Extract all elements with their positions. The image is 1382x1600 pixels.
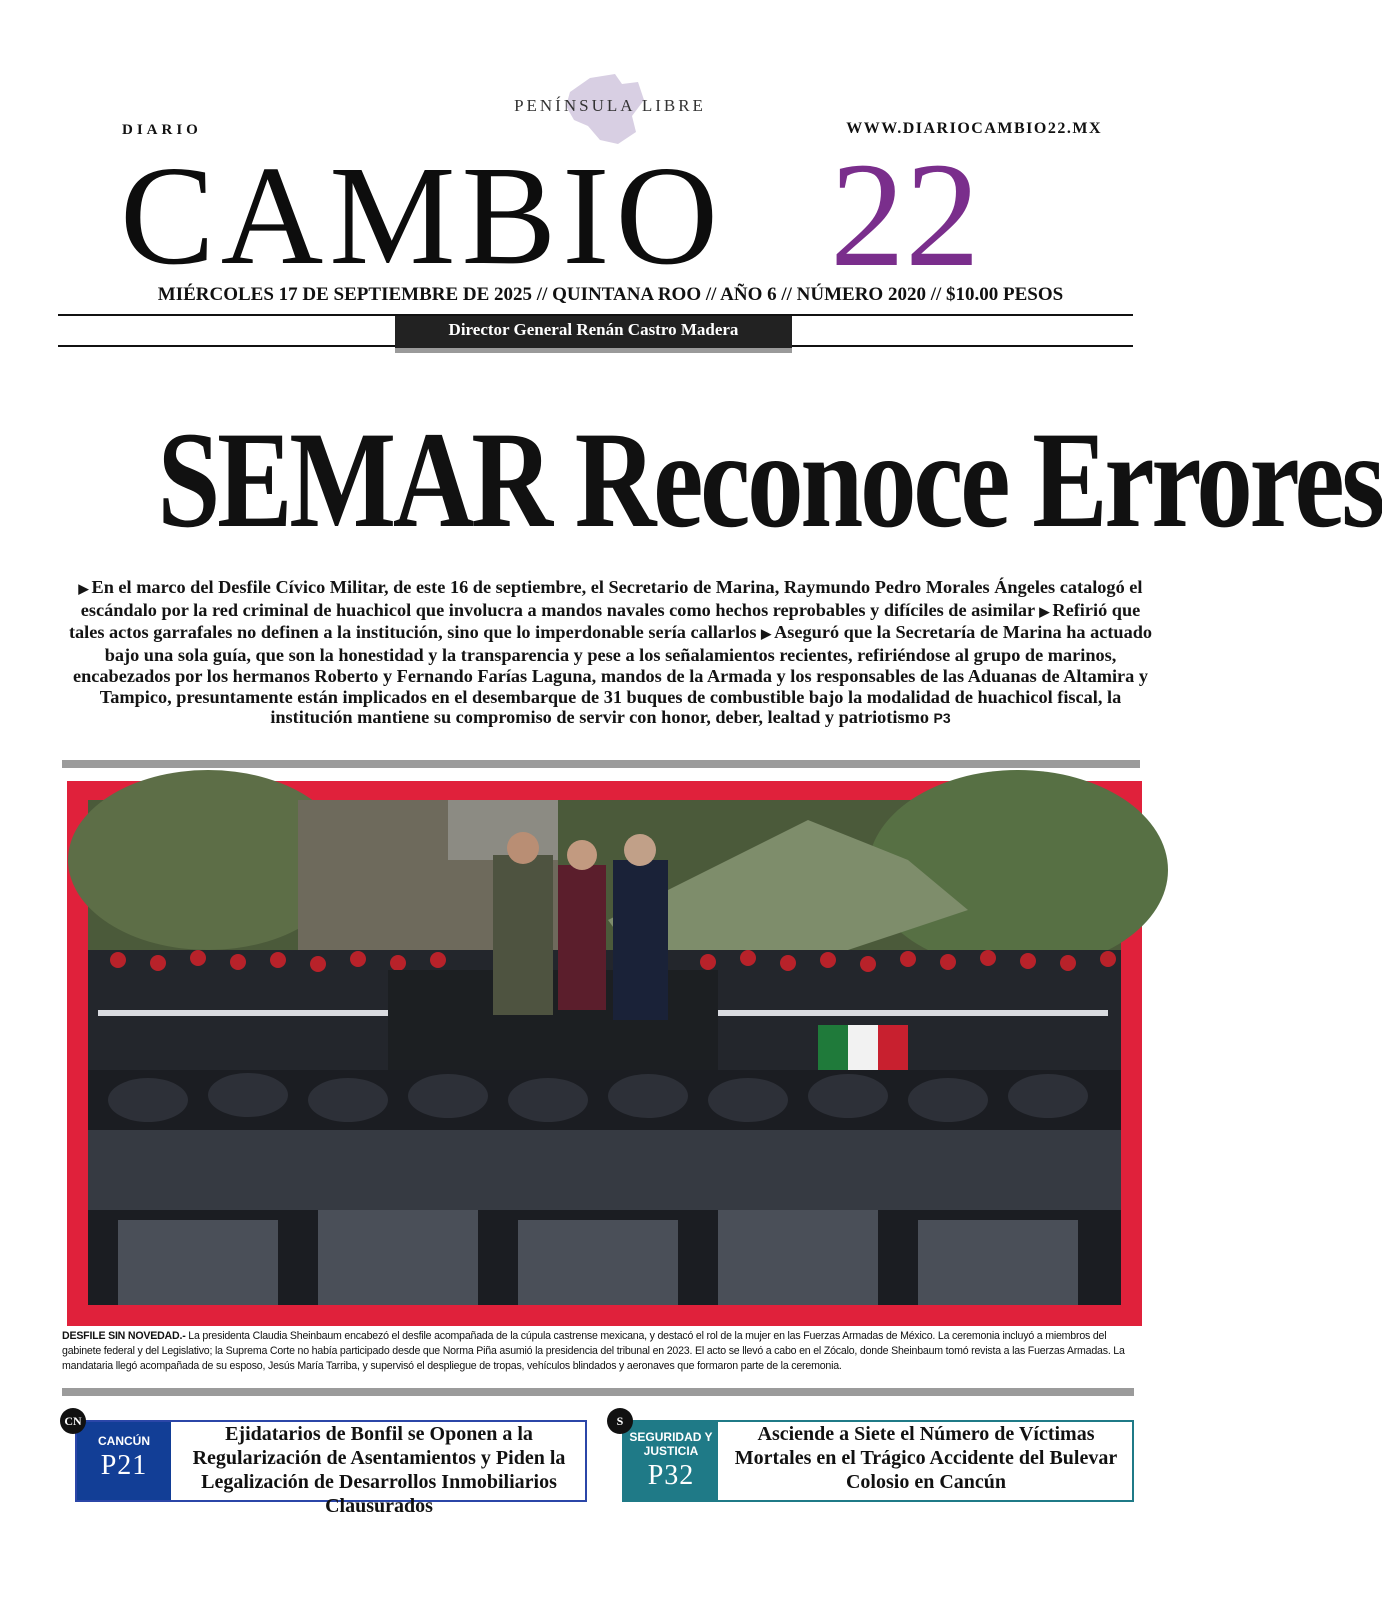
section-tag: [624, 1422, 718, 1500]
page-number: P32: [647, 1460, 695, 1491]
section-tag: [77, 1422, 171, 1500]
page-reference[interactable]: P3: [933, 710, 951, 727]
deck-point-3: Aseguró que la Secretaría de Marina ha actuado bajo una sola guía, que son la honestidad y la transparencia y pese a los señalamientos recientes, refiriéndose al grupo de marinos, encabezados por los hermanos Roberto y Fernando Farías Laguna, mandos de la Armada y los responsables de las Aduanas de Altamira y Tampico, presuntamente están implicados en el desembarque de 31 buques de combustible bajo la modalidad de huachicol fiscal, la institución mantiene su compromiso de servir con honor, deber, lealtad y patriotismo: [73, 622, 1153, 728]
parade-photo: [88, 800, 1121, 1305]
caption-lead: DESFILE SIN NOVEDAD.-: [62, 1330, 186, 1342]
bullet-triangle-icon: ▶: [78, 581, 89, 596]
dateline: MIÉRCOLES 17 DE SEPTIEMBRE DE 2025 // QUINTANA ROO // AÑO 6 // NÚMERO 2020 // $10.00 PESOS: [157, 284, 1064, 305]
section-label: CANCÚN: [98, 1434, 150, 1448]
teaser-seguridad[interactable]: [607, 1414, 1137, 1500]
teaser-headline: Asciende a Siete el Número de Víctimas Mortales en el Trágico Accidente del Bulevar Colosio en Cancún: [734, 1423, 1118, 1493]
bullet-triangle-icon: ▶: [761, 626, 772, 642]
section-badge: S: [607, 1408, 633, 1434]
teaser-cancun[interactable]: [60, 1414, 590, 1517]
deck-point-1: En el marco del Desfile Cívico Militar, de este 16 de septiembre, el Secretario de Marina, Raymundo Pedro Morales Ángeles catalogó el escándalo por la red criminal de huachicol que involucra a mandos navales como hechos reprobables y difíciles de asimilar: [80, 577, 1143, 620]
diario-label: DIARIO: [122, 122, 202, 138]
peninsula-libre-tagline: PENÍNSULA LIBRE: [514, 96, 706, 115]
newspaper-name: CAMBIO: [120, 136, 725, 294]
section-divider: [62, 760, 1140, 768]
story-deck: [62, 577, 1159, 729]
section-divider: [62, 1388, 1134, 1396]
page-number: P21: [100, 1450, 148, 1481]
website-link[interactable]: WWW.DIARIOCAMBIO22.MX: [846, 120, 1102, 137]
deck-point-2: Refirió que tales actos garrafales no definen a la institución, sino que lo imperdonable sería callarlos: [68, 599, 1141, 643]
main-headline: SEMAR Reconoce Errores: [157, 403, 1382, 556]
photo-caption: [62, 1329, 1140, 1374]
director-credit: Director General Renán Castro Madera: [448, 320, 739, 339]
teaser-headline: Ejidatarios de Bonfil se Oponen a la Regularización de Asentamientos y Piden la Legalización de Desarrollos Inmobiliarios Clausurados: [192, 1423, 566, 1517]
caption-text: La presidenta Claudia Sheinbaum encabezó el desfile acompañada de la cúpula castrense mexicana, y destacó el rol de la mujer en las Fuerzas Armadas de México. La ceremonia incluyó a miembros del gabinete federal y del Legislativo; la Suprema Corte no había participado desde que Norma Piña asumió la presidencia del tribunal en 2023. El acto se llevó a cabo en el Zócalo, donde Sheinbaum tomó revista a las Fuerzas Armadas. La mandataria llegó acompañada de su esposo, Jesús María Tarriba, y supervisó el despliegue de tropas, vehículos blindados y aeronaves que formaron parte de la ceremonia.: [62, 1330, 1125, 1372]
section-badge: CN: [60, 1408, 86, 1434]
newspaper-number: 22: [830, 132, 980, 298]
bullet-triangle-icon: ▶: [1039, 603, 1050, 619]
section-label: SEGURIDAD Y JUSTICIA: [629, 1430, 713, 1458]
